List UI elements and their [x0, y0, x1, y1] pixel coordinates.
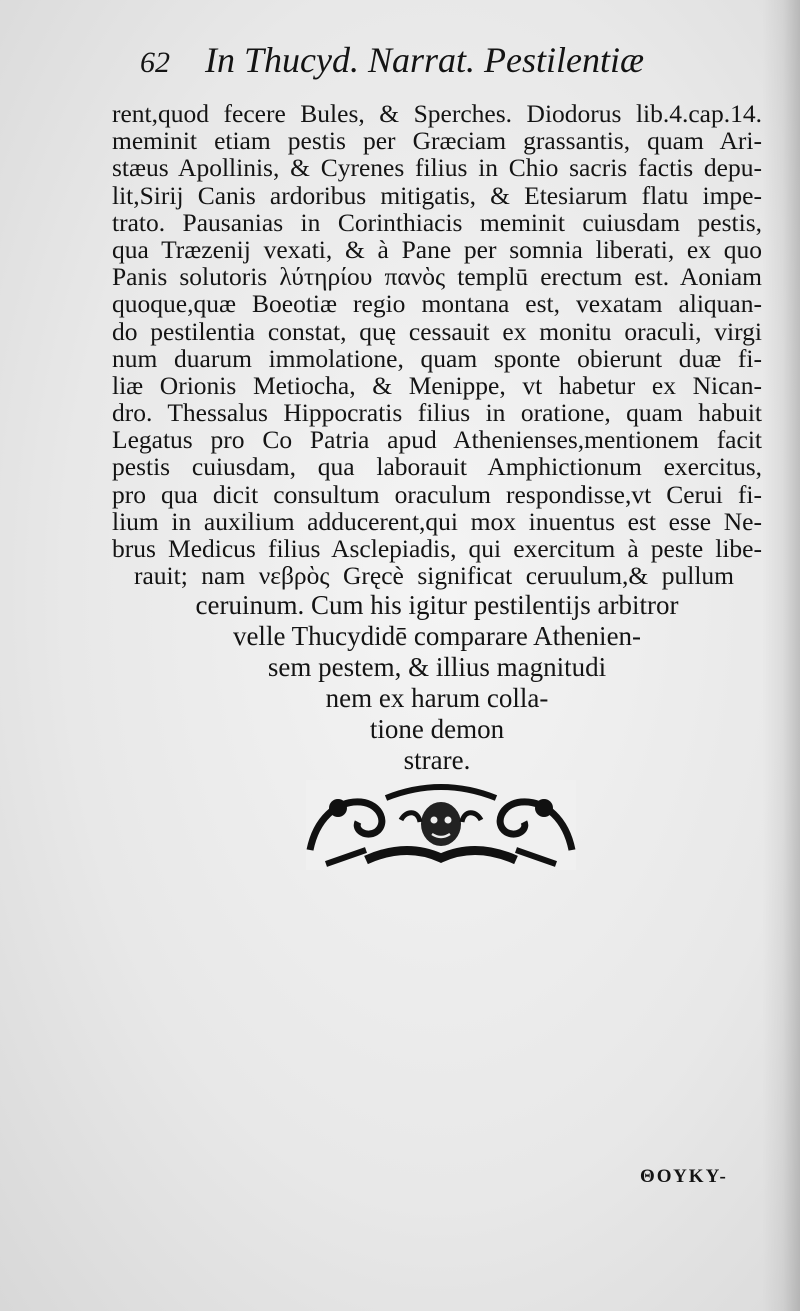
text-line: rent,quod fecere Bules, & Sperches. Diodorus lib.4.cap.14. — [112, 99, 762, 128]
text-line: Panis solutoris λύτηρίου πανὸς templū erectum est. Aoniam — [112, 262, 762, 292]
running-title: In Thucyd. Narrat. Pestilentiæ — [205, 40, 644, 80]
page-gutter-shadow — [762, 0, 800, 1311]
text-line: strare. — [403, 745, 471, 775]
text-line: do pestilentia constat, quę cessauit ex monitu oraculi, virgi — [112, 316, 762, 346]
text-line: velle Thucydidē comparare Athenien- — [232, 621, 642, 651]
text-line: tione demon — [369, 714, 505, 744]
tail-piece-text — [112, 590, 762, 776]
text-line: lit,Sirij Canis ardoribus mitigatis, & Etesiarum flatu impe- — [112, 180, 762, 210]
text-line: Legatus pro Co Patria apud Athenienses,mentionem facit — [112, 425, 762, 455]
text-line: pro qua dicit consultum oraculum respondisse,vt Cerui fi- — [112, 479, 762, 509]
woodcut-ornament — [306, 780, 576, 870]
text-line: dro. Thessalus Hippocratis filius in oratione, quam habuit — [112, 398, 762, 428]
catchword: ΘΟΥΚΥ- — [640, 1166, 728, 1187]
main-text-block — [112, 100, 762, 589]
text-line: lium in auxilium adducerent,qui mox inuentus est esse Ne- — [112, 506, 762, 536]
text-line: nem ex harum colla- — [325, 683, 549, 713]
text-line: sem pestem, & illius magnitudi — [267, 652, 607, 682]
text-line: brus Medicus filius Asclepiadis, qui exercitum à peste libe- — [112, 534, 762, 563]
text-line: liæ Orionis Metiocha, & Menippe, vt habetur ex Nican- — [112, 370, 762, 400]
text-line: pestis cuiusdam, qua laborauit Amphictionum exercitus, — [112, 452, 762, 482]
text-line: trato. Pausanias in Corinthiacis meminit cuiusdam pestis, — [112, 207, 762, 237]
text-line: stæus Apollinis, & Cyrenes filius in Chio sacris factis depu- — [112, 153, 762, 183]
text-line: qua Træzenij vexati, & à Pane per somnia liberati, ex quo — [112, 234, 762, 264]
page-number: 62 — [140, 46, 170, 79]
text-line: ceruinum. Cum his igitur pestilentijs arbitror — [195, 590, 679, 620]
text-line: rauit; nam νεβρὸς Gręcè significat ceruulum,& pullum — [134, 561, 734, 591]
text-line: num duarum immolatione, quam sponte obierunt duæ fi- — [112, 343, 762, 373]
text-line: meminit etiam pestis per Græciam grassantis, quam Ari- — [112, 126, 762, 156]
text-line: quoque,quæ Boeotiæ regio montana est, vexatam aliquan- — [112, 289, 762, 319]
running-header — [140, 40, 700, 83]
